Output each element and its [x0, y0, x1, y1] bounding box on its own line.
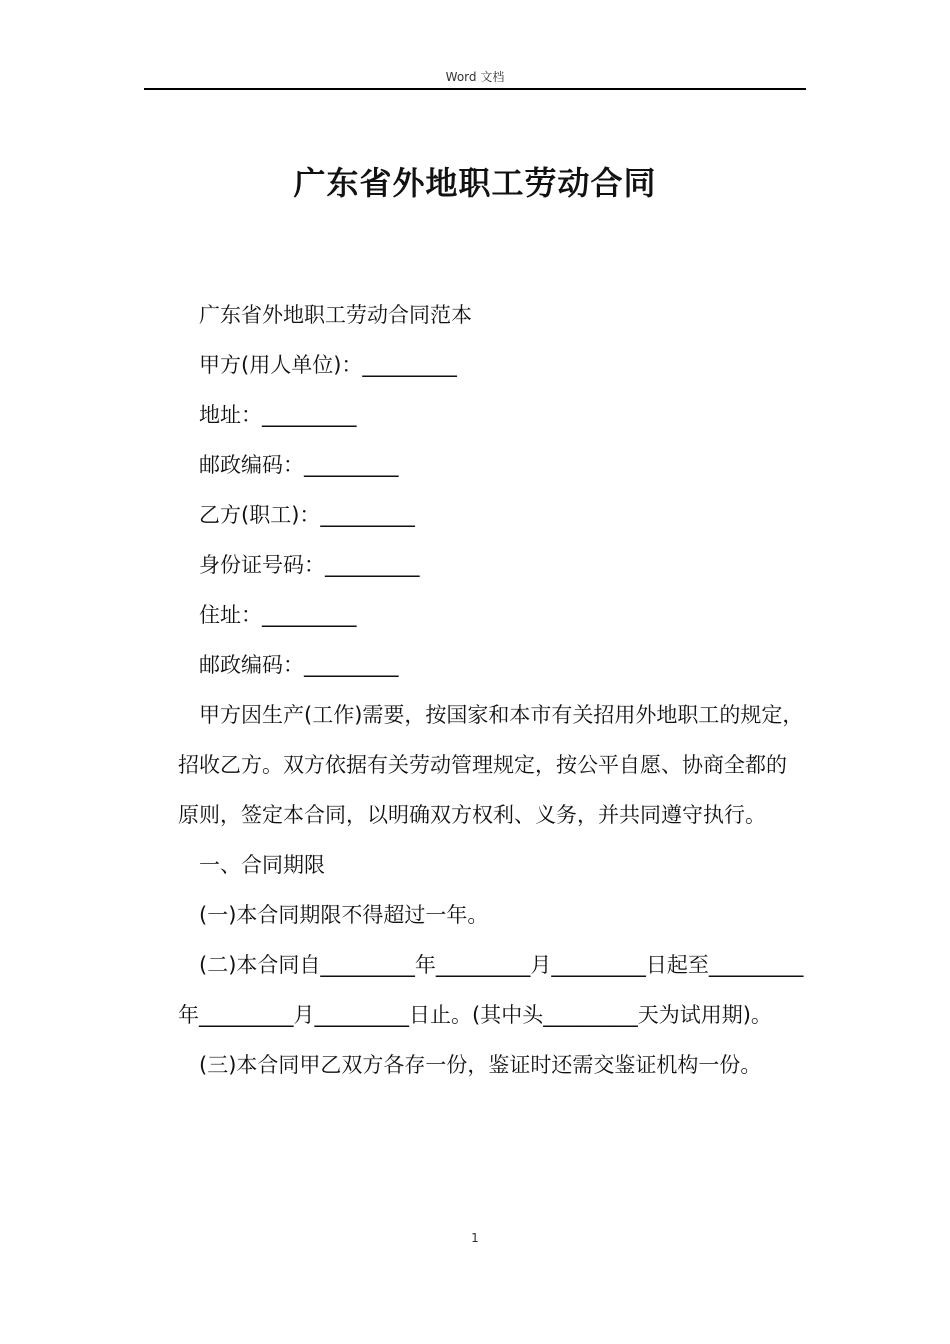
page-number: 1 — [471, 1231, 479, 1245]
document-body — [178, 290, 804, 1090]
subtitle-paragraph: 广东省外地职工劳动合同范本 — [199, 303, 472, 327]
party-a-field: 甲方(用人单位)：_________ — [199, 353, 457, 377]
party-b-field: 乙方(职工)：_________ — [199, 503, 415, 527]
party-b-id-field: 身份证号码：_________ — [199, 553, 420, 577]
page-header — [144, 66, 806, 90]
party-a-postcode-field: 邮政编码：_________ — [199, 453, 399, 477]
party-a-address-field: 地址：_________ — [199, 403, 357, 427]
preamble-paragraph: 甲方因生产(工作)需要，按国家和本市有关招用外地职工的规定，招收乙方。双方依据有关劳动管理规定，按公平自愿、协商全都的原则，签定本合同，以明确双方权利、义务，并共同遵守执行。 — [178, 703, 804, 827]
clause-paragraph: (一)本合同期限不得超过一年。 — [199, 903, 489, 927]
document-title: 广东省外地职工劳动合同 — [293, 164, 657, 202]
header-label: Word 文档 — [445, 70, 505, 84]
party-b-address-field: 住址：_________ — [199, 603, 357, 627]
clause-paragraph: (三)本合同甲乙双方各存一份，鉴证时还需交鉴证机构一份。 — [199, 1053, 762, 1077]
party-b-postcode-field: 邮政编码：_________ — [199, 653, 399, 677]
clause-paragraph: (二)本合同自_________年_________月_________日起至_________年_________月_________日止。(其中头_________天为试用期)。 — [178, 953, 804, 1027]
section-heading: 一、合同期限 — [199, 853, 325, 877]
